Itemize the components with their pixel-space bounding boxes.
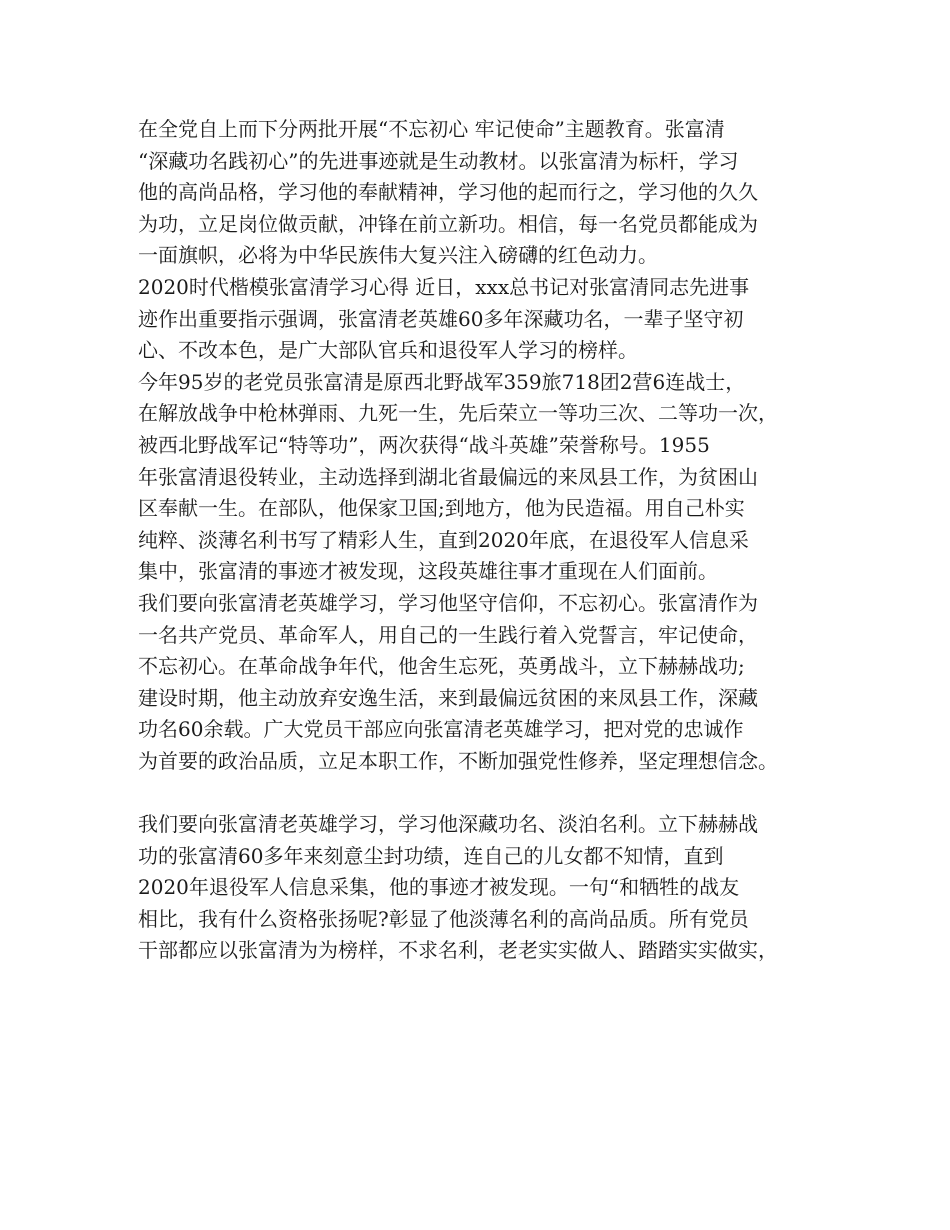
text-line: 我们要向张富清老英雄学习，学习他深藏功名、淡泊名利。立下赫赫战 [138,812,758,837]
paragraph-gap [138,777,828,809]
text-line: 功的张富清60多年来刻意尘封功绩，连自己的儿女都不知情，直到 [138,843,724,868]
text-line: 2020年退役军人信息采集，他的事迹才被发现。一句“和牺牲的战友 [138,875,740,900]
text-line: 我们要向张富清老英雄学习，学习他坚守信仰，不忘初心。张富清作为 [138,590,758,615]
text-line: 心、不改本色，是广大部队官兵和退役军人学习的榜样。 [138,338,638,363]
text-line: 年张富清退役转业，主动选择到湖北省最偏远的来凤县工作，为贫困山 [138,464,758,489]
text-line: 相比，我有什么资格张扬呢?彰显了他淡薄名利的高尚品质。所有党员 [138,906,749,931]
text-line: 为功，立足岗位做贡献，冲锋在前立新功。相信，每一名党员都能成为 [138,211,758,236]
text-line: 干部都应以张富清为为榜样，不求名利，老老实实做人、踏踏实实做实， [138,938,778,963]
text-line: 他的高尚品格，学习他的奉献精神，学习他的起而行之，学习他的久久 [138,180,758,205]
text-line: “深藏功名践初心”的先进事迹就是生动教材。以张富清为标杆，学习 [138,148,739,173]
text-line: 被西北野战军记“特等功”，两次获得“战斗英雄”荣誉称号。1955 [138,432,710,457]
text-line: 一面旗帜，必将为中华民族伟大复兴注入磅礴的红色动力。 [138,243,658,268]
text-line: 在解放战争中枪林弹雨、九死一生，先后荣立一等功三次、二等功一次， [138,401,778,426]
text-line: 区奉献一生。在部队，他保家卫国;到地方，他为民造福。用自己朴实 [138,496,745,521]
text-line: 为首要的政治品质，立足本职工作，不断加强党性修养，坚定理想信念。 [138,748,778,773]
text-line: 在全党自上而下分两批开展“不忘初心 牢记使命”主题教育。张富清 [138,117,725,141]
text-line: 一名共产党员、革命军人，用自己的一生践行着入党誓言，牢记使命， [138,622,758,647]
document-body [138,114,828,967]
text-line: 功名60余载。广大党员干部应向张富清老英雄学习，把对党的忠诚作 [138,717,744,742]
text-line: 2020时代楷模张富清学习心得 近日，xxx总书记对张富清同志先进事 [138,274,750,299]
text-line: 建设时期，他主动放弃安逸生活，来到最偏远贫困的来凤县工作，深藏 [138,685,758,710]
text-line: 不忘初心。在革命战争年代，他舍生忘死，英勇战斗，立下赫赫战功; [138,654,745,679]
text-line: 迹作出重要指示强调，张富清老英雄60多年深藏功名，一辈子坚守初 [138,306,744,331]
text-line: 今年95岁的老党员张富清是原西北野战军359旅718团2营6连战士， [138,369,746,394]
text-line: 集中，张富清的事迹才被发现，这段英雄往事才重现在人们面前。 [138,559,718,584]
text-line: 纯粹、淡薄名利书写了精彩人生，直到2020年底，在退役军人信息采 [138,527,749,552]
